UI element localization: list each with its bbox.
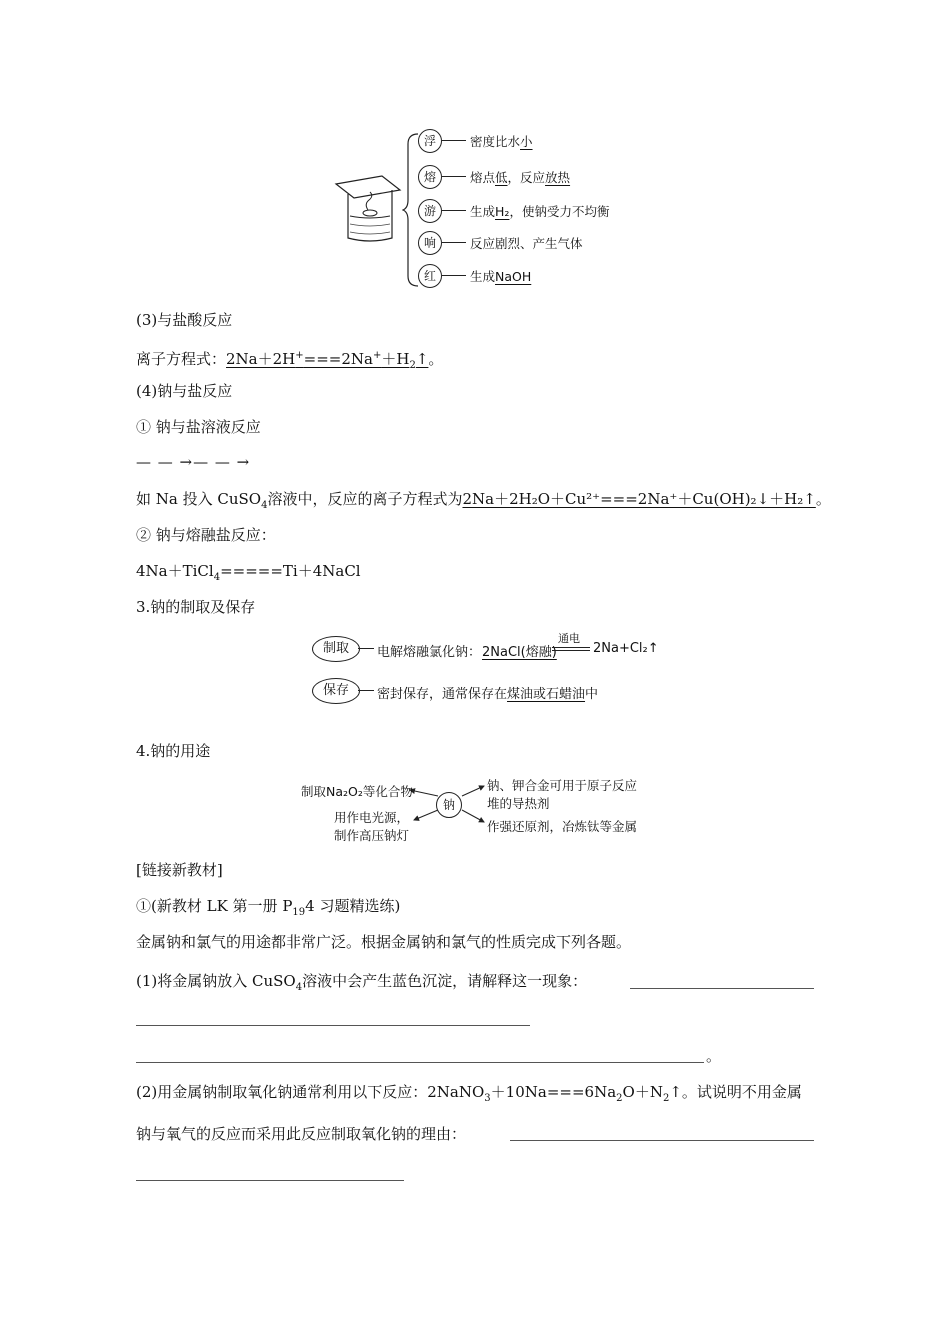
- section-uses-title: 4.钠的用途: [136, 742, 211, 760]
- property-circle-sound: 响: [418, 231, 442, 255]
- oval-store: 保存: [312, 678, 360, 704]
- property-label-swim: 生成H₂，使钠受力不均衡: [470, 204, 610, 219]
- section-3-title: (3)与盐酸反应: [136, 311, 233, 329]
- use-left-1: 制取Na₂O₂等化合物: [301, 784, 413, 799]
- section-4-equation2: 4Na＋TiCl$_4$=====Ti＋4NaCl: [136, 562, 361, 583]
- property-label-sound: 反应剧烈、产生气体: [470, 236, 583, 251]
- prepare-eq-condition: 通电: [558, 632, 580, 645]
- question-1: (1)将金属钠放入 CuSO$_4$溶液中会产生蓝色沉淀，请解释这一现象：: [136, 972, 588, 993]
- question-1-end: 。: [706, 1047, 722, 1065]
- prepare-eq-left: 2NaCl(熔融): [482, 645, 557, 660]
- answer-blank-1a[interactable]: [630, 988, 814, 989]
- property-circle-red: 红: [418, 264, 442, 288]
- property-label-melt: 熔点低，反应放热: [470, 170, 571, 185]
- process-arrows: — — →— — →: [136, 453, 251, 471]
- property-circle-melt: 熔: [418, 165, 442, 189]
- center-sodium: 钠: [436, 792, 462, 818]
- answer-blank-2b[interactable]: [136, 1180, 404, 1181]
- store-text: 密封保存，通常保存在煤油或石蜡油中: [377, 687, 599, 702]
- answer-blank-1c[interactable]: [136, 1062, 704, 1063]
- answer-blank-1b[interactable]: [136, 1025, 530, 1026]
- use-left-2b: 制作高压钠灯: [334, 828, 410, 843]
- beaker-illustration: [330, 172, 402, 246]
- link-reference: ①(新教材 LK 第一册 $P_{19}4$ 习题精选练): [136, 897, 401, 918]
- section-4-sub2: ② 钠与熔融盐反应：: [136, 526, 276, 544]
- section-4-para1: 如 Na 投入 CuSO$_4$溶液中，反应的离子方程式为2Na＋2H₂O＋Cu²⁺===2Na⁺＋Cu(OH)₂↓＋H₂↑。: [136, 490, 831, 511]
- property-label-red: 生成NaOH: [470, 269, 532, 284]
- use-right-1a: 钠、钾合金可用于原子反应: [487, 778, 638, 793]
- section-4-sub1: ① 钠与盐溶液反应: [136, 418, 261, 436]
- section-4-title: (4)钠与盐反应: [136, 382, 233, 400]
- question-2-line2: 钠与氧气的反应而采用此反应制取氧化钠的理由：: [136, 1125, 467, 1143]
- prepare-text: 电解熔融氯化钠：: [377, 645, 482, 660]
- section-prep-title: 3.钠的制取及保存: [136, 598, 256, 616]
- oval-prepare: 制取: [312, 636, 360, 662]
- property-circle-float: 浮: [418, 129, 442, 153]
- use-right-2: 作强还原剂，冶炼钛等金属: [487, 819, 638, 834]
- property-label-float: 密度比水小: [470, 134, 533, 149]
- use-right-1b: 堆的导热剂: [487, 796, 550, 811]
- prepare-eq-right: 2Na+Cl₂↑: [593, 641, 659, 656]
- link-title: [链接新教材]: [136, 861, 223, 879]
- question-2: (2)用金属钠制取氧化钠通常利用以下反应：$2NaNO_3+10Na===6Na_2O+N_2↑$。试说明不用金属: [136, 1083, 802, 1104]
- use-left-2a: 用作电光源，: [334, 810, 410, 825]
- answer-blank-2a[interactable]: [510, 1140, 814, 1141]
- property-circle-swim: 游: [418, 199, 442, 223]
- link-intro: 金属钠和氯气的用途都非常广泛。根据金属钠和氯气的性质完成下列各题。: [136, 933, 632, 951]
- section-3-equation: 离子方程式：$2Na+2H^+===2Na^++H_2↑$。: [136, 350, 444, 371]
